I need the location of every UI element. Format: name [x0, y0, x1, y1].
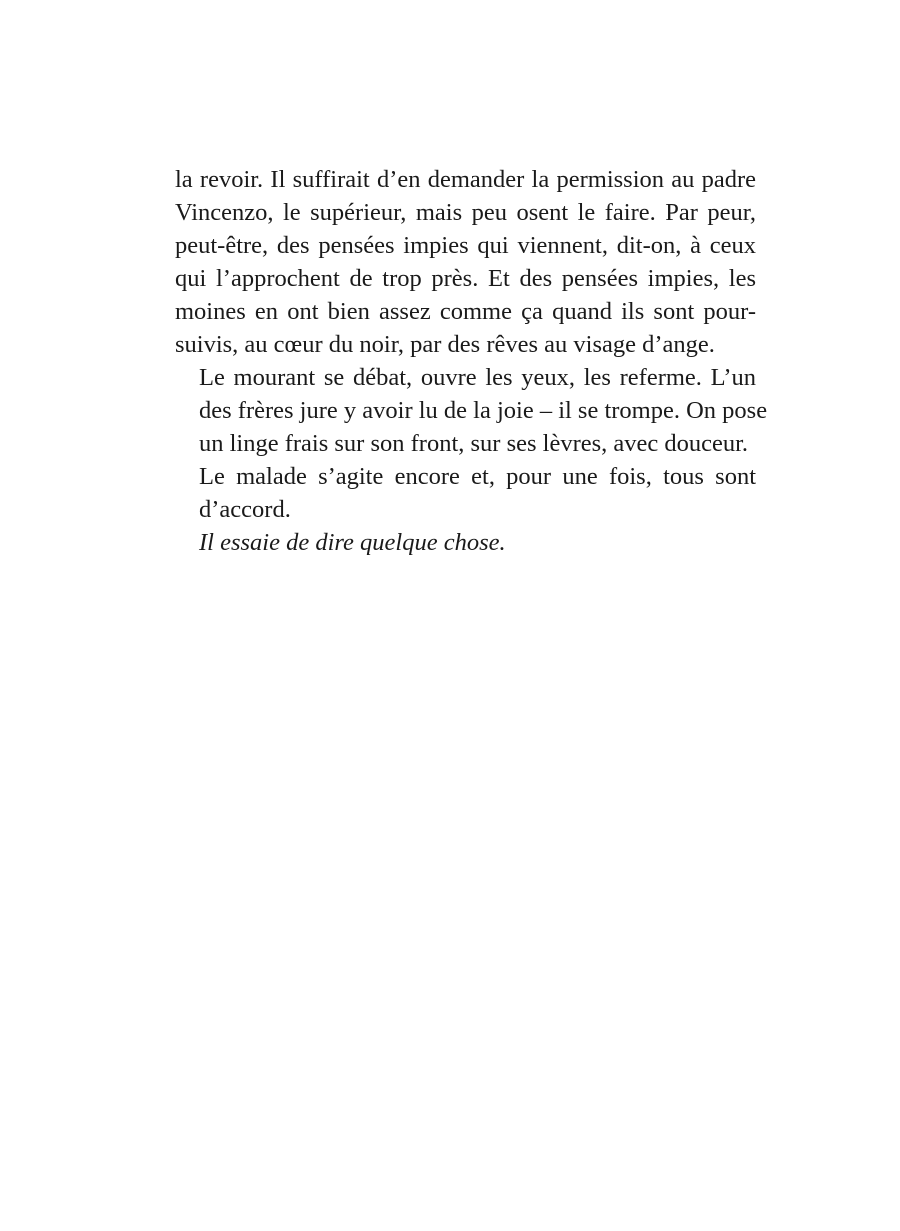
paragraph-3	[175, 460, 756, 526]
paragraph-1	[175, 163, 756, 361]
text-line: Le mourant se débat, ouvre les yeux, les referme. L’un	[199, 364, 756, 391]
text-line: Il essaie de dire quelque chose.	[199, 529, 506, 556]
text-line: Le malade s’agite encore et, pour une fois, tous sont	[199, 463, 756, 490]
text-line: un linge frais sur son front, sur ses lèvres, avec douceur.	[199, 430, 749, 457]
text-line: des frères jure y avoir lu de la joie – il se trompe. On pose	[199, 397, 768, 424]
paragraph-2	[175, 361, 768, 460]
text-line: d’accord.	[199, 496, 291, 523]
book-page-text	[175, 163, 768, 559]
text-line: suivis, au cœur du noir, par des rêves au visage d’ange.	[175, 331, 715, 358]
text-line: la revoir. Il suffirait d’en demander la permission au padre	[175, 166, 756, 193]
text-line: peut-être, des pensées impies qui viennent, dit-on, à ceux	[175, 232, 756, 259]
text-line: moines en ont bien assez comme ça quand ils sont pour-	[175, 298, 756, 325]
paragraph-4-italic	[175, 526, 756, 559]
text-line: Vincenzo, le supérieur, mais peu osent le faire. Par peur,	[175, 199, 756, 226]
text-line: qui l’approchent de trop près. Et des pensées impies, les	[175, 265, 756, 292]
